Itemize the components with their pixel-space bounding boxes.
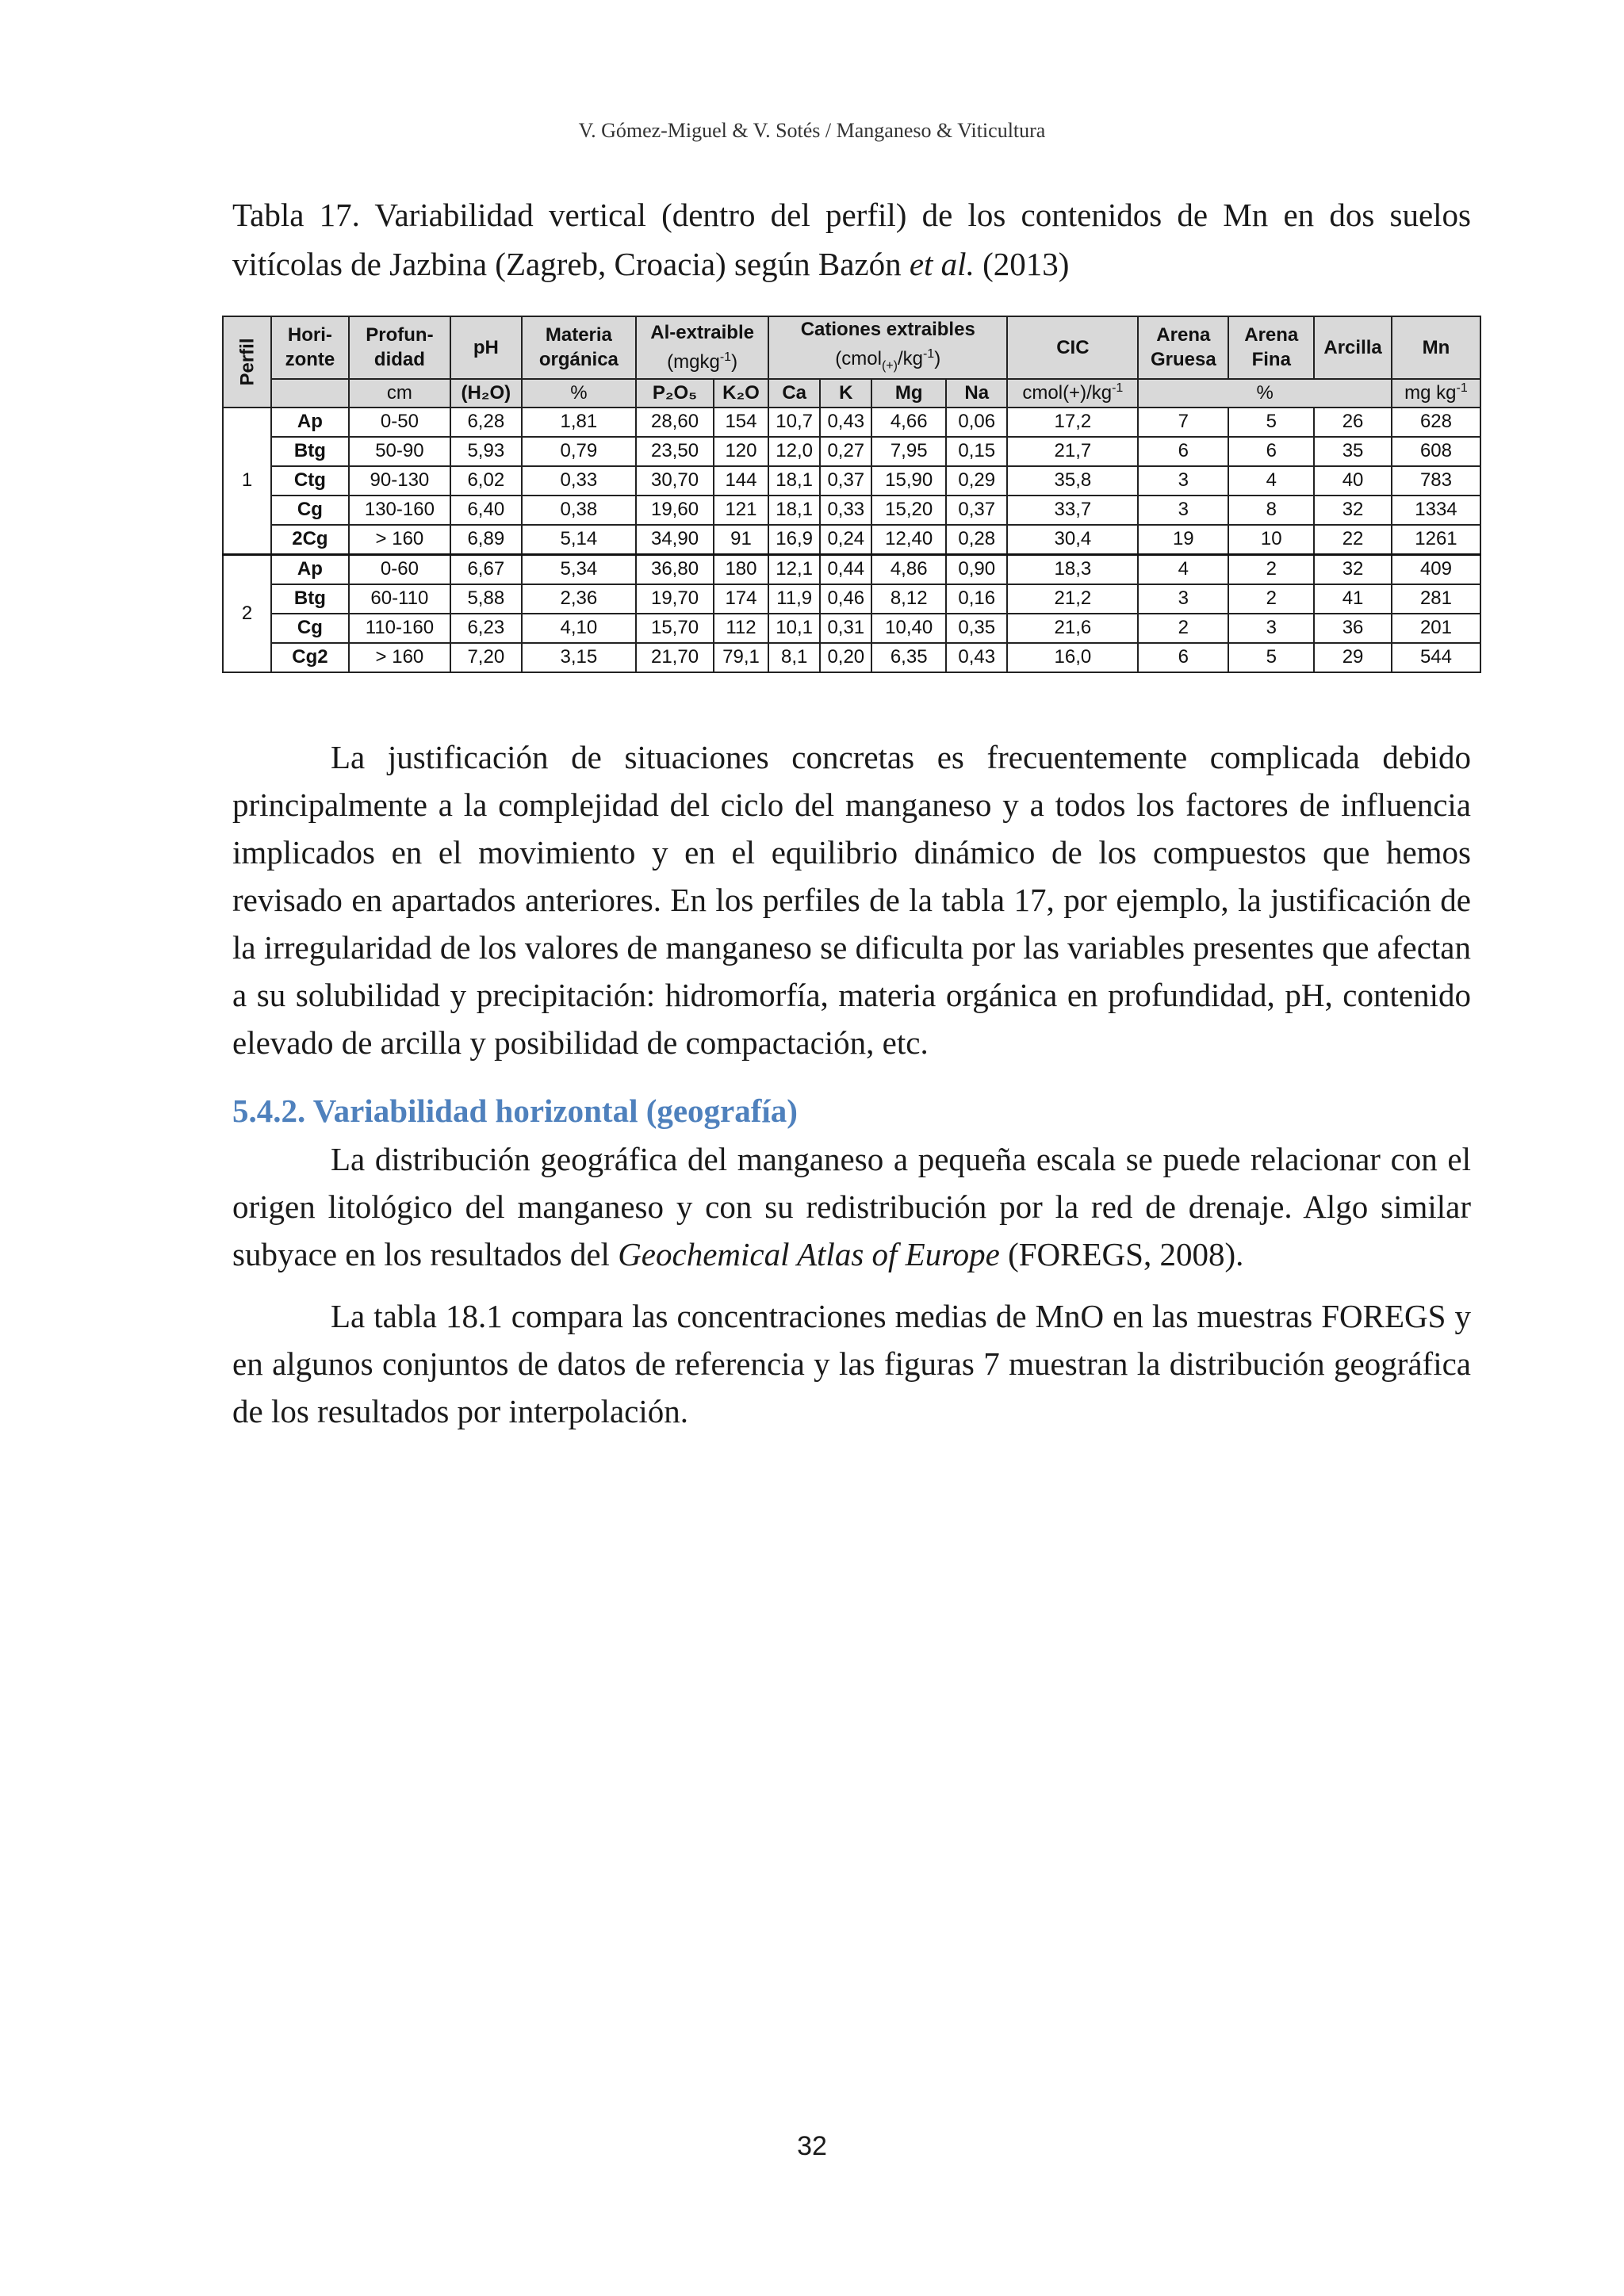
cell-mo: 5,14 xyxy=(522,525,637,555)
cell-p2o5: 21,70 xyxy=(636,643,714,672)
cell-k: 0,44 xyxy=(820,554,871,584)
cell-ca: 18,1 xyxy=(768,466,820,496)
header-cationes-extraibles: Cationes extraibles $(cmol_{(+)}/kg^{-1})$ xyxy=(768,316,1007,379)
header-mn: Mn xyxy=(1392,316,1480,379)
unit-ca: Ca xyxy=(768,379,820,408)
cell-mn: 1334 xyxy=(1392,496,1480,525)
cell-cic: 33,7 xyxy=(1007,496,1138,525)
cell-cic: 17,2 xyxy=(1007,408,1138,437)
unit-na: Na xyxy=(946,379,1007,408)
atlas-title: Geochemical Atlas of Europe xyxy=(618,1236,1000,1272)
cell-mg: 4,86 xyxy=(871,554,946,584)
cell-mo: 3,15 xyxy=(522,643,637,672)
cell-k: 0,43 xyxy=(820,408,871,437)
cell-na: 0,29 xyxy=(946,466,1007,496)
unit-pct: % xyxy=(522,379,637,408)
cell-af: 5 xyxy=(1228,643,1314,672)
cell-ag: 19 xyxy=(1138,525,1228,555)
cell-mn: 783 xyxy=(1392,466,1480,496)
cell-mn: 201 xyxy=(1392,614,1480,643)
cell-mo: 5,34 xyxy=(522,554,637,584)
cell-arc: 26 xyxy=(1314,408,1392,437)
cell-mg: 15,20 xyxy=(871,496,946,525)
unit-p2o5: P₂O₅ xyxy=(636,379,714,408)
cell-arc: 35 xyxy=(1314,437,1392,466)
cell-k2o: 79,1 xyxy=(714,643,768,672)
table-row xyxy=(223,408,1480,437)
cell-prof: 60-110 xyxy=(349,584,450,614)
cell-mn: 409 xyxy=(1392,554,1480,584)
cell-ag: 2 xyxy=(1138,614,1228,643)
cell-mg: 15,90 xyxy=(871,466,946,496)
cell-horizonte: Ap xyxy=(271,408,349,437)
cell-mg: 4,66 xyxy=(871,408,946,437)
cell-na: 0,16 xyxy=(946,584,1007,614)
cell-mo: 2,36 xyxy=(522,584,637,614)
cell-k2o: 154 xyxy=(714,408,768,437)
unit-mg: Mg xyxy=(871,379,946,408)
cell-p2o5: 19,70 xyxy=(636,584,714,614)
cell-mg: 8,12 xyxy=(871,584,946,614)
table-row xyxy=(223,496,1480,525)
cell-ph: 7,20 xyxy=(450,643,522,672)
cell-na: 0,06 xyxy=(946,408,1007,437)
cell-ag: 7 xyxy=(1138,408,1228,437)
cell-ag: 3 xyxy=(1138,496,1228,525)
unit-cm: cm xyxy=(349,379,450,408)
cell-cic: 16,0 xyxy=(1007,643,1138,672)
cell-mo: 4,10 xyxy=(522,614,637,643)
cell-k2o: 144 xyxy=(714,466,768,496)
cell-af: 3 xyxy=(1228,614,1314,643)
cell-prof: 50-90 xyxy=(349,437,450,466)
cell-af: 2 xyxy=(1228,584,1314,614)
cell-arc: 36 xyxy=(1314,614,1392,643)
cell-ag: 3 xyxy=(1138,584,1228,614)
running-header: V. Gómez-Miguel & V. Sotés / Manganeso & Viticultura xyxy=(578,119,1046,142)
cell-ph: 6,40 xyxy=(450,496,522,525)
paragraph-3: La tabla 18.1 compara las concentraciones medias de MnO en las muestras FOREGS y en algunos conjuntos de datos de referencia y las figuras 7 muestran la distribución geográfica de los resultados por interpolación. xyxy=(232,1298,1471,1429)
cell-ag: 6 xyxy=(1138,643,1228,672)
cell-mn: 608 xyxy=(1392,437,1480,466)
cell-ca: 16,9 xyxy=(768,525,820,555)
unit-cic: $cmol(+)/kg^{-1}$ xyxy=(1007,379,1138,408)
table-header-row-2 xyxy=(223,379,1480,408)
header-cic: CIC xyxy=(1007,316,1138,379)
table-row xyxy=(223,466,1480,496)
cell-na: 0,28 xyxy=(946,525,1007,555)
section-heading: 5.4.2. Variabilidad horizontal (geografía) xyxy=(232,1093,798,1129)
caption-text: Tabla 17. Variabilidad vertical (dentro del perfil) de los contenidos de Mn en dos suelos vitícolas de Jazbina (Zagreb, Croacia) según Bazón xyxy=(232,197,1471,282)
cell-k: 0,31 xyxy=(820,614,871,643)
cell-k2o: 91 xyxy=(714,525,768,555)
cell-arc: 22 xyxy=(1314,525,1392,555)
unit-mn: mg $kg^{-1}$ xyxy=(1392,379,1480,408)
cell-p2o5: 15,70 xyxy=(636,614,714,643)
header-arcilla: Arcilla xyxy=(1314,316,1392,379)
cell-arc: 32 xyxy=(1314,496,1392,525)
cell-horizonte: 2Cg xyxy=(271,525,349,555)
unit-blank xyxy=(271,379,349,408)
cell-prof: 0-60 xyxy=(349,554,450,584)
cell-ca: 10,7 xyxy=(768,408,820,437)
table-row xyxy=(223,437,1480,466)
cell-ph: 5,88 xyxy=(450,584,522,614)
cell-prof: 110-160 xyxy=(349,614,450,643)
table-body xyxy=(223,408,1480,672)
cell-ph: 6,02 xyxy=(450,466,522,496)
cell-mn: 281 xyxy=(1392,584,1480,614)
cell-arc: 40 xyxy=(1314,466,1392,496)
cell-mo: 1,81 xyxy=(522,408,637,437)
cell-mo: 0,38 xyxy=(522,496,637,525)
cell-horizonte: Cg xyxy=(271,496,349,525)
soil-profile-table xyxy=(222,316,1481,673)
cell-mo: 0,33 xyxy=(522,466,637,496)
cell-arc: 41 xyxy=(1314,584,1392,614)
cell-ag: 3 xyxy=(1138,466,1228,496)
cell-arc: 29 xyxy=(1314,643,1392,672)
cell-cic: 21,6 xyxy=(1007,614,1138,643)
cell-p2o5: 34,90 xyxy=(636,525,714,555)
cell-ca: 12,0 xyxy=(768,437,820,466)
caption-italic: et al. xyxy=(909,246,975,282)
cell-mn: 628 xyxy=(1392,408,1480,437)
cell-ph: 6,23 xyxy=(450,614,522,643)
cell-k2o: 174 xyxy=(714,584,768,614)
cell-ph: 5,93 xyxy=(450,437,522,466)
header-arena-fina: Arena Fina xyxy=(1228,316,1314,379)
cell-mo: 0,79 xyxy=(522,437,637,466)
cell-cic: 21,2 xyxy=(1007,584,1138,614)
cell-prof: 0-50 xyxy=(349,408,450,437)
cell-ca: 12,1 xyxy=(768,554,820,584)
cell-na: 0,90 xyxy=(946,554,1007,584)
cell-prof: 130-160 xyxy=(349,496,450,525)
header-perfil: Perfil xyxy=(223,316,271,408)
table-row xyxy=(223,525,1480,555)
unit-texture-pct: % xyxy=(1138,379,1392,408)
cell-af: 5 xyxy=(1228,408,1314,437)
cell-p2o5: 28,60 xyxy=(636,408,714,437)
cell-horizonte: Cg xyxy=(271,614,349,643)
header-arena-gruesa: Arena Gruesa xyxy=(1138,316,1228,379)
table-header-row-1 xyxy=(223,316,1480,379)
cell-ph: 6,67 xyxy=(450,554,522,584)
cell-ca: 8,1 xyxy=(768,643,820,672)
paragraph-1: La justificación de situaciones concretas es frecuentemente complicada debido principalmente a la complejidad del ciclo del manganeso y a todos los factores de influencia implicados en el movimiento y en el equilibrio dinámico de los compuestos que hemos revisado en apartados anteriores. En los perfiles de la tabla 17, por ejemplo, la justificación de la irregularidad de los valores de manganeso se dificulta por las variables presentes que afectan a su solubilidad y precipitación: hidromorfía, materia orgánica en profundidad, pH, contenido elevado de arcilla y posibilidad de compactación, etc. xyxy=(232,739,1471,1061)
unit-k: K xyxy=(820,379,871,408)
profile-number: 1 xyxy=(223,408,271,555)
paragraph-2: La distribución geográfica del manganeso a pequeña escala se puede relacionar con el origen litológico del manganeso y con su redistribución por la red de drenaje. Algo similar subyace en los resultados del Geochemical Atlas of Europe (FOREGS, 2008). xyxy=(232,1141,1471,1272)
cell-prof: 90-130 xyxy=(349,466,450,496)
unit-k2o: K₂O xyxy=(714,379,768,408)
cell-prof: > 160 xyxy=(349,525,450,555)
unit-h2o: (H₂O) xyxy=(450,379,522,408)
cell-k: 0,27 xyxy=(820,437,871,466)
cell-p2o5: 19,60 xyxy=(636,496,714,525)
cell-prof: > 160 xyxy=(349,643,450,672)
table-row xyxy=(223,554,1480,584)
cell-ph: 6,89 xyxy=(450,525,522,555)
cell-mg: 6,35 xyxy=(871,643,946,672)
cell-p2o5: 30,70 xyxy=(636,466,714,496)
cell-ca: 11,9 xyxy=(768,584,820,614)
cell-ca: 18,1 xyxy=(768,496,820,525)
cell-ca: 10,1 xyxy=(768,614,820,643)
cell-cic: 35,8 xyxy=(1007,466,1138,496)
cell-mg: 7,95 xyxy=(871,437,946,466)
cell-arc: 32 xyxy=(1314,554,1392,584)
cell-cic: 30,4 xyxy=(1007,525,1138,555)
cell-p2o5: 36,80 xyxy=(636,554,714,584)
cell-cic: 21,7 xyxy=(1007,437,1138,466)
cell-na: 0,43 xyxy=(946,643,1007,672)
cell-horizonte: Btg xyxy=(271,584,349,614)
cell-horizonte: Cg2 xyxy=(271,643,349,672)
header-al-extraible: Al-extraible (mgkg$^{-1}$) xyxy=(636,316,768,379)
cell-ag: 4 xyxy=(1138,554,1228,584)
cell-mg: 10,40 xyxy=(871,614,946,643)
cell-k2o: 180 xyxy=(714,554,768,584)
table-row xyxy=(223,584,1480,614)
cell-cic: 18,3 xyxy=(1007,554,1138,584)
cell-af: 10 xyxy=(1228,525,1314,555)
table-row xyxy=(223,614,1480,643)
cell-p2o5: 23,50 xyxy=(636,437,714,466)
cell-af: 2 xyxy=(1228,554,1314,584)
cell-af: 6 xyxy=(1228,437,1314,466)
cell-k2o: 112 xyxy=(714,614,768,643)
cell-horizonte: Ctg xyxy=(271,466,349,496)
profile-number: 2 xyxy=(223,554,271,672)
cell-mn: 544 xyxy=(1392,643,1480,672)
table-row xyxy=(223,643,1480,672)
cell-k: 0,46 xyxy=(820,584,871,614)
table-caption xyxy=(232,190,1471,289)
cell-k: 0,33 xyxy=(820,496,871,525)
header-profundidad: Profun-didad xyxy=(349,316,450,379)
caption-year: (2013) xyxy=(974,246,1070,282)
cell-mn: 1261 xyxy=(1392,525,1480,555)
header-ph: pH xyxy=(450,316,522,379)
page-number: 32 xyxy=(797,2131,827,2161)
cell-k: 0,24 xyxy=(820,525,871,555)
cell-k: 0,20 xyxy=(820,643,871,672)
cell-horizonte: Ap xyxy=(271,554,349,584)
cell-na: 0,37 xyxy=(946,496,1007,525)
cell-k2o: 120 xyxy=(714,437,768,466)
header-materia-organica: Materia orgánica xyxy=(522,316,637,379)
header-horizonte: Hori-zonte xyxy=(271,316,349,379)
cell-ag: 6 xyxy=(1138,437,1228,466)
cell-af: 8 xyxy=(1228,496,1314,525)
cell-horizonte: Btg xyxy=(271,437,349,466)
cell-na: 0,15 xyxy=(946,437,1007,466)
cell-af: 4 xyxy=(1228,466,1314,496)
cell-ph: 6,28 xyxy=(450,408,522,437)
cell-na: 0,35 xyxy=(946,614,1007,643)
cell-k2o: 121 xyxy=(714,496,768,525)
cell-k: 0,37 xyxy=(820,466,871,496)
cell-mg: 12,40 xyxy=(871,525,946,555)
